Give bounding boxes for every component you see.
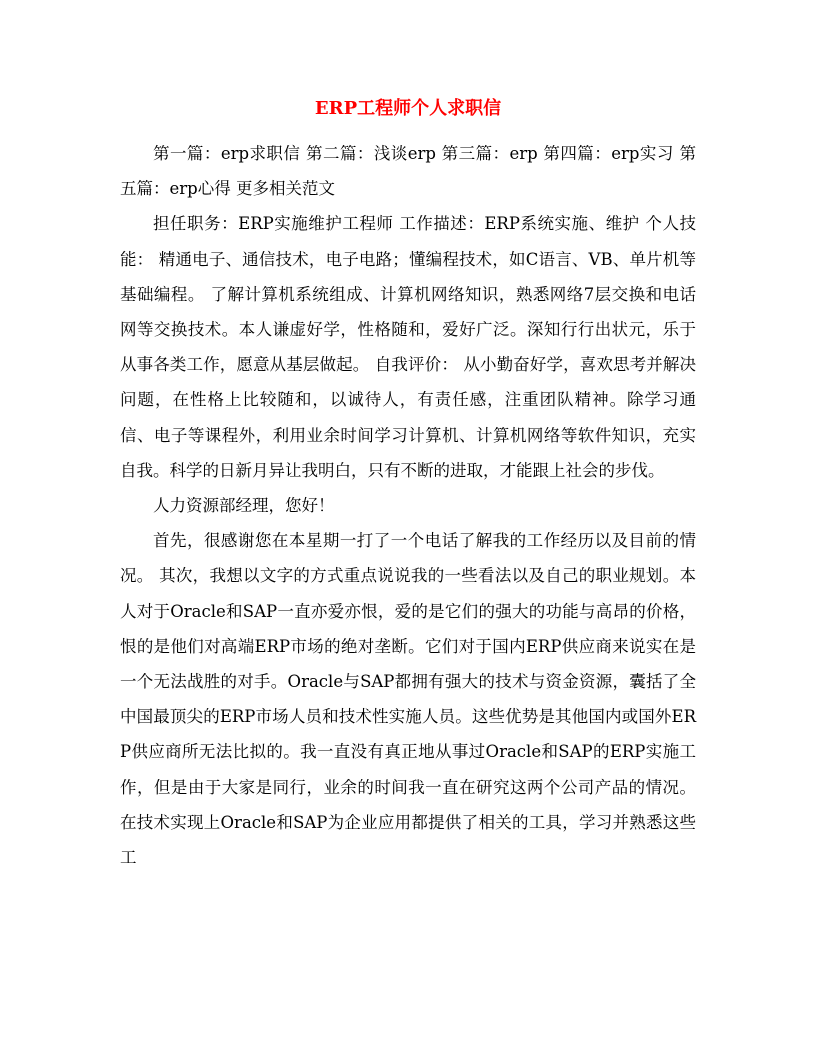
document-title: ERP工程师个人求职信 [314,98,502,119]
paragraph-resume-summary: 担任职务：ERP实施维护工程师 工作描述：ERP系统实施、维护 个人技能： 精通电子、通信技术，电子电路；懂编程技术，如C语言、VB、单片机等基础编程。 了解计算机系统组成、计算机网络知识，熟悉网络7层交换和电话网等交换技术。本人谦虚好学，性格随和，爱好广泛。深知行行出状元，乐于从事各类工作，愿意从基层做起。 自我评价： 从小勤奋好学，喜欢思考并解决问题，在性格上比较随和，以诚待人，有责任感，注重团队精神。除学习通信、电子等课程外，利用业余时间学习计算机、计算机网络等软件知识，充实自我。科学的日新月异让我明白，只有不断的进取，才能跟上社会的步伐。 [120,214,696,480]
paragraph-letter-body: 首先，很感谢您在本星期一打了一个电话了解我的工作经历以及目前的情况。 其次，我想以文字的方式重点说说我的一些看法以及自己的职业规划。本人对于Oracle和SAP一直亦爱亦恨，爱的是它们的强大的功能与高昂的价格，恨的是他们对高端ERP市场的绝对垄断。它们对于国内ERP供应商来说实在是一个无法战胜的对手。Oracle与SAP都拥有强大的技术与资金资源，囊括了全中国最顶尖的ERP市场人员和技术性实施人员。这些优势是其他国内或国外ERP供应商所无法比拟的。我一直没有真正地从事过Oracle和SAP的ERP实施工作，但是由于大家是同行，业余的时间我一直在研究这两个公司产品的情况。在技术实现上Oracle和SAP为企业应用都提供了相关的工具，学习并熟悉这些工 [120,531,696,868]
paragraph-greeting: 人力资源部经理，您好！ [153,496,335,516]
document-body [120,136,696,875]
paragraph-article-list: 第一篇：erp求职信 第二篇：浅谈erp 第三篇：erp 第四篇：erp实习 第五篇：erp心得 更多相关范文 [120,144,696,199]
